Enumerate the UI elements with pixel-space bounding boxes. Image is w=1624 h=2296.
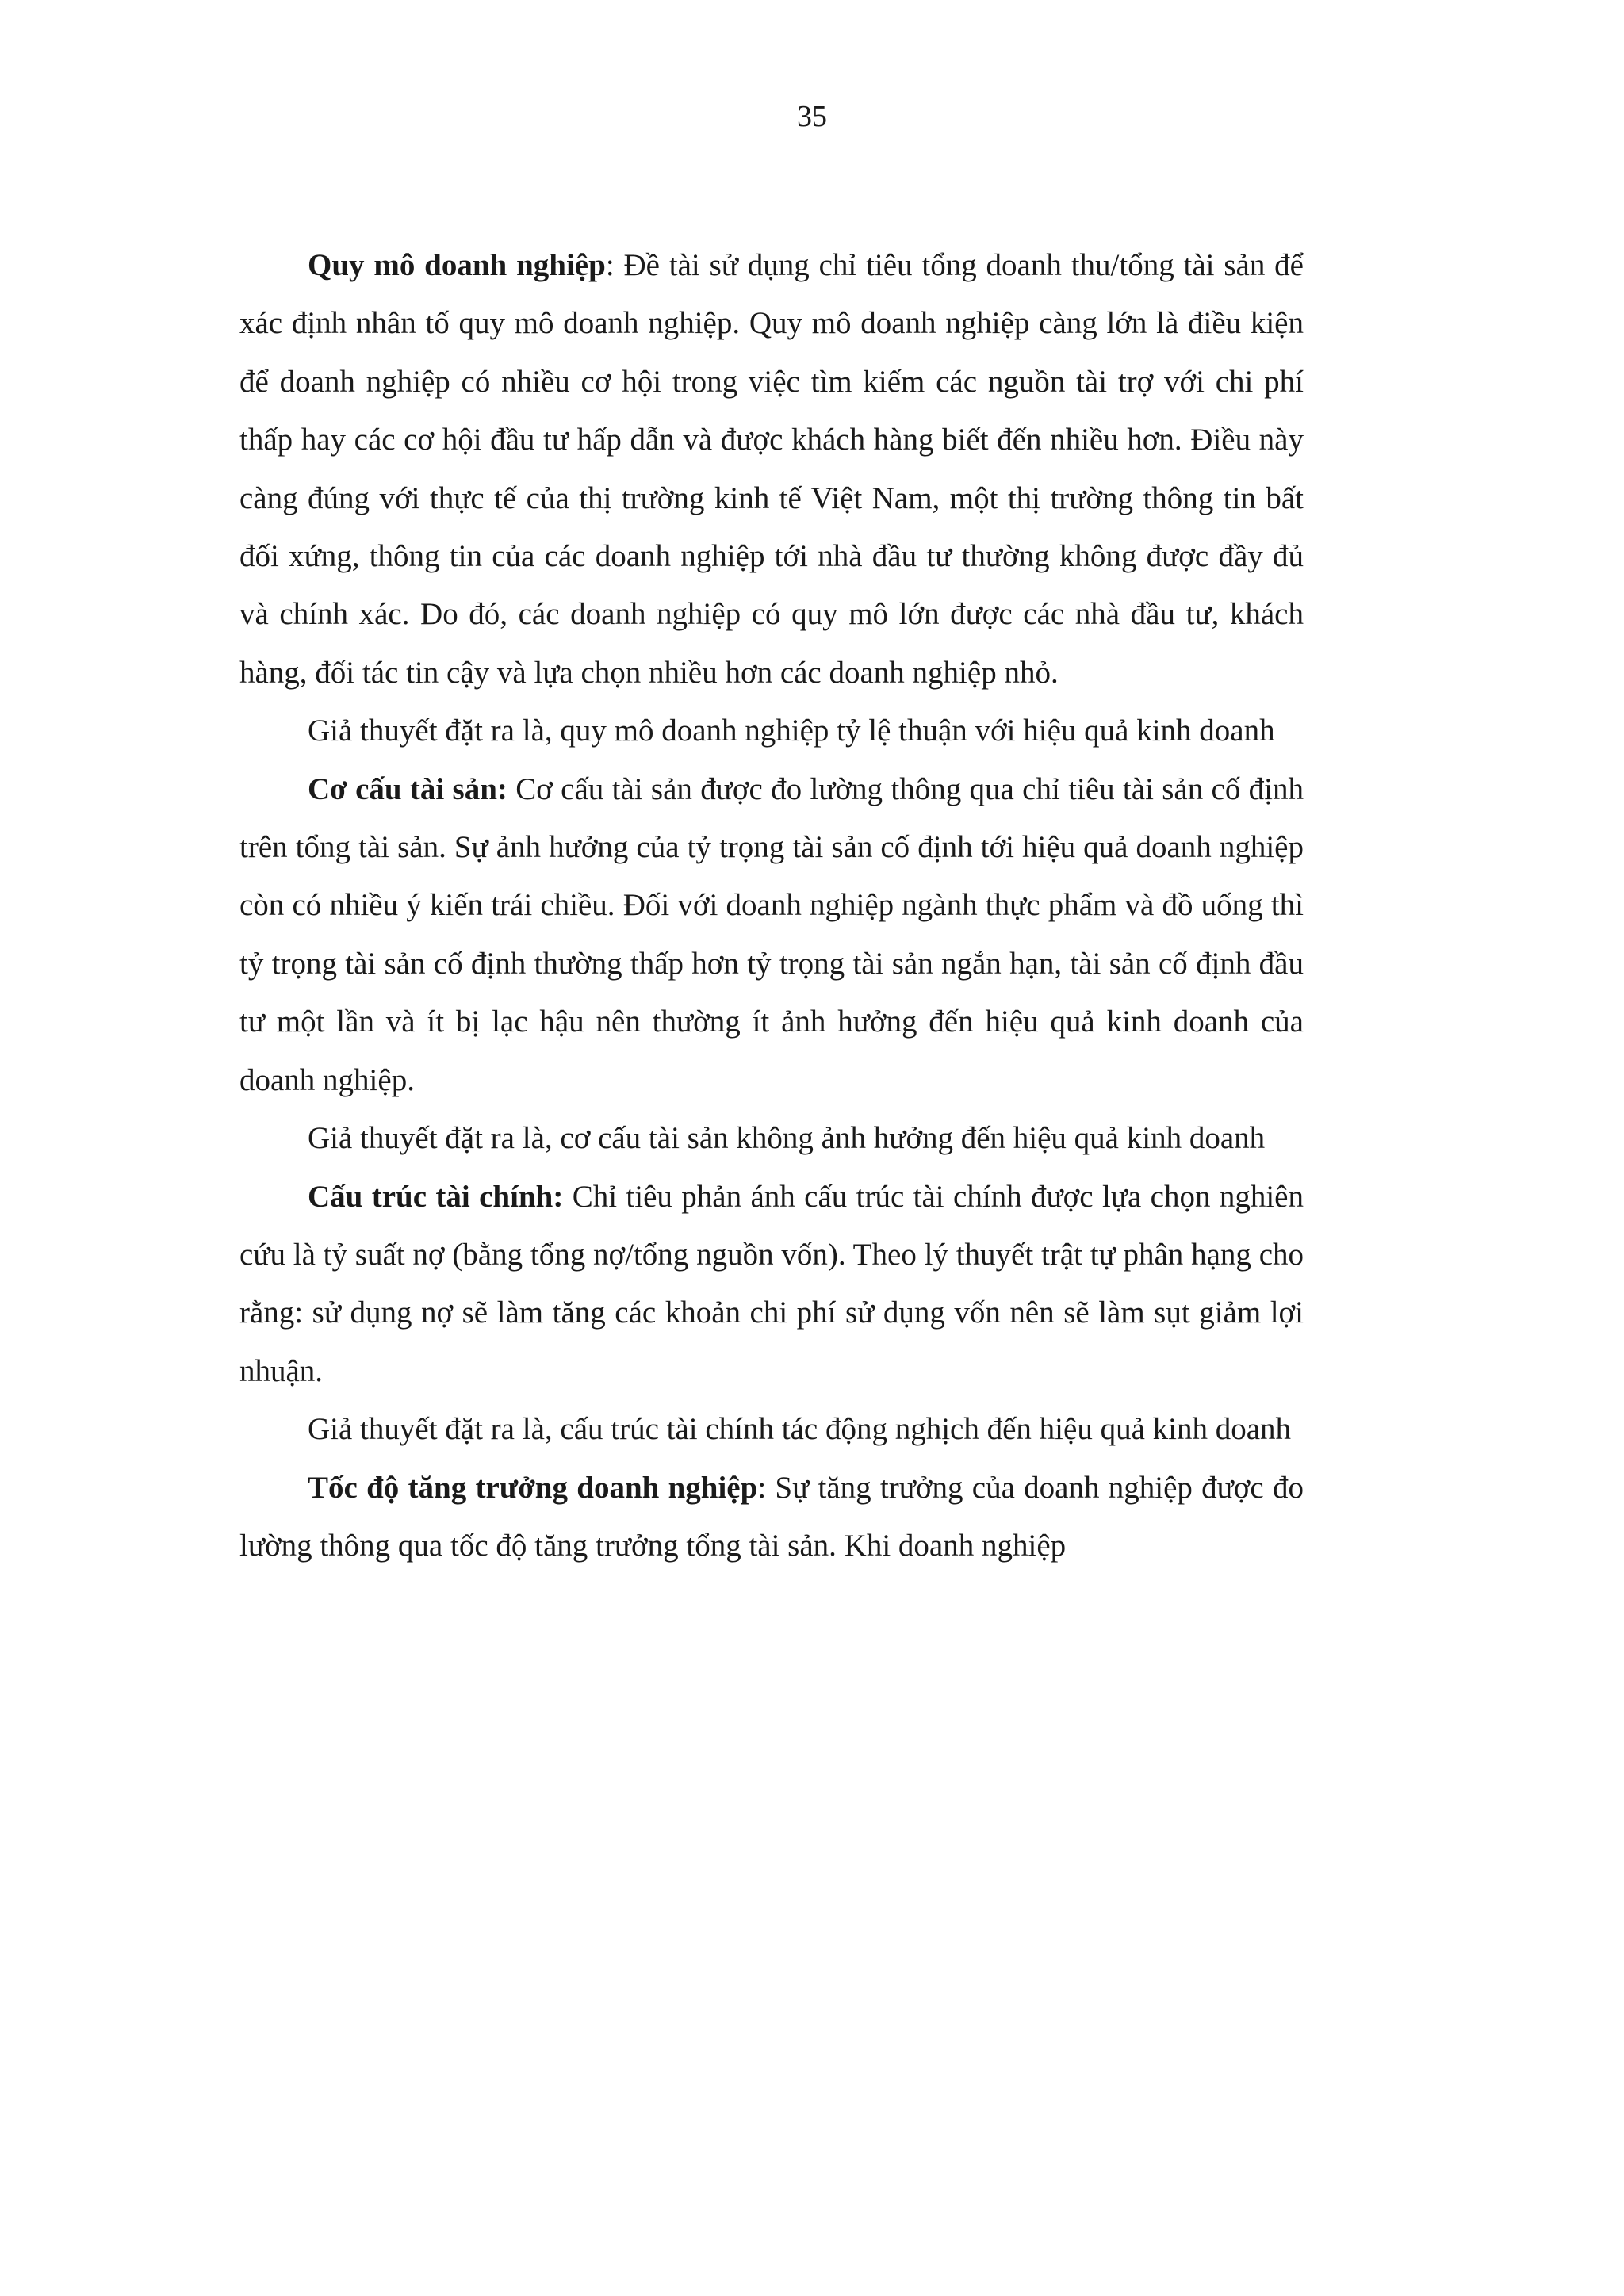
paragraph-toc-do-tang-truong bbox=[239, 1459, 1304, 1575]
hypothesis-cau-truc-tai-chinh bbox=[239, 1400, 1304, 1458]
paragraph-text: Giả thuyết đặt ra là, cấu trúc tài chính tác động nghịch đến hiệu quả kinh doanh bbox=[308, 1412, 1292, 1447]
heading-quy-mo: Quy mô doanh nghiệp bbox=[308, 248, 606, 282]
paragraph-co-cau-tai-san bbox=[239, 760, 1304, 1109]
hypothesis-co-cau-tai-san bbox=[239, 1109, 1304, 1167]
paragraph-text: Giả thuyết đặt ra là, quy mô doanh nghiệp tỷ lệ thuận với hiệu quả kinh doanh bbox=[308, 714, 1275, 748]
paragraph-text: : Sự tăng trưởng của doanh nghiệp được đo lường thông qua tốc độ tăng trưởng tổng tài sản. Khi doanh nghiệp bbox=[239, 1470, 1304, 1563]
paragraph-quy-mo bbox=[239, 236, 1304, 702]
paragraph-text: : Đề tài sử dụng chỉ tiêu tổng doanh thu/tổng tài sản để xác định nhân tố quy mô doanh nghiệp. Quy mô doanh nghiệp càng lớn là điều kiện để doanh nghiệp có nhiều cơ hội trong việc tìm kiếm các nguồn tài trợ với chi phí thấp hay các cơ hội đầu tư hấp dẫn và được khách hàng biết đến nhiều hơn. Điều này càng đúng với thực tế của thị trường kinh tế Việt Nam, một thị trường thông tin bất đối xứng, thông tin của các doanh nghiệp tới nhà đầu tư thường không được đầy đủ và chính xác. Do đó, các doanh nghiệp có quy mô lớn được các nhà đầu tư, khách hàng, đối tác tin cậy và lựa chọn nhiều hơn các doanh nghiệp nhỏ. bbox=[239, 248, 1304, 690]
heading-co-cau-tai-san: Cơ cấu tài sản: bbox=[308, 771, 508, 806]
heading-cau-truc-tai-chinh: Cấu trúc tài chính: bbox=[308, 1179, 564, 1214]
paragraph-text: Cơ cấu tài sản được đo lường thông qua chỉ tiêu tài sản cố định trên tổng tài sản. Sự ảnh hưởng của tỷ trọng tài sản cố định tới hiệu quả doanh nghiệp còn có nhiều ý kiến trái chiều. Đối với doanh nghiệp ngành thực phẩm và đồ uống thì tỷ trọng tài sản cố định thường thấp hơn tỷ trọng tài sản ngắn hạn, tài sản cố định đầu tư một lần và ít bị lạc hậu nên thường ít ảnh hưởng đến hiệu quả kinh doanh của doanh nghiệp. bbox=[239, 771, 1304, 1097]
paragraph-cau-truc-tai-chinh bbox=[239, 1168, 1304, 1401]
heading-toc-do-tang-truong: Tốc độ tăng trưởng doanh nghiệp bbox=[308, 1470, 758, 1505]
paragraph-text: Giả thuyết đặt ra là, cơ cấu tài sản không ảnh hưởng đến hiệu quả kinh doanh bbox=[308, 1121, 1266, 1156]
hypothesis-quy-mo bbox=[239, 702, 1304, 760]
page-number: 35 bbox=[797, 100, 827, 133]
document-body bbox=[239, 236, 1304, 1575]
paragraph-text: Chỉ tiêu phản ánh cấu trúc tài chính được lựa chọn nghiên cứu là tỷ suất nợ (bằng tổng nợ/tổng nguồn vốn). Theo lý thuyết trật tự phân hạng cho rằng: sử dụng nợ sẽ làm tăng các khoản chi phí sử dụng vốn nên sẽ làm sụt giảm lợi nhuận. bbox=[239, 1179, 1304, 1388]
